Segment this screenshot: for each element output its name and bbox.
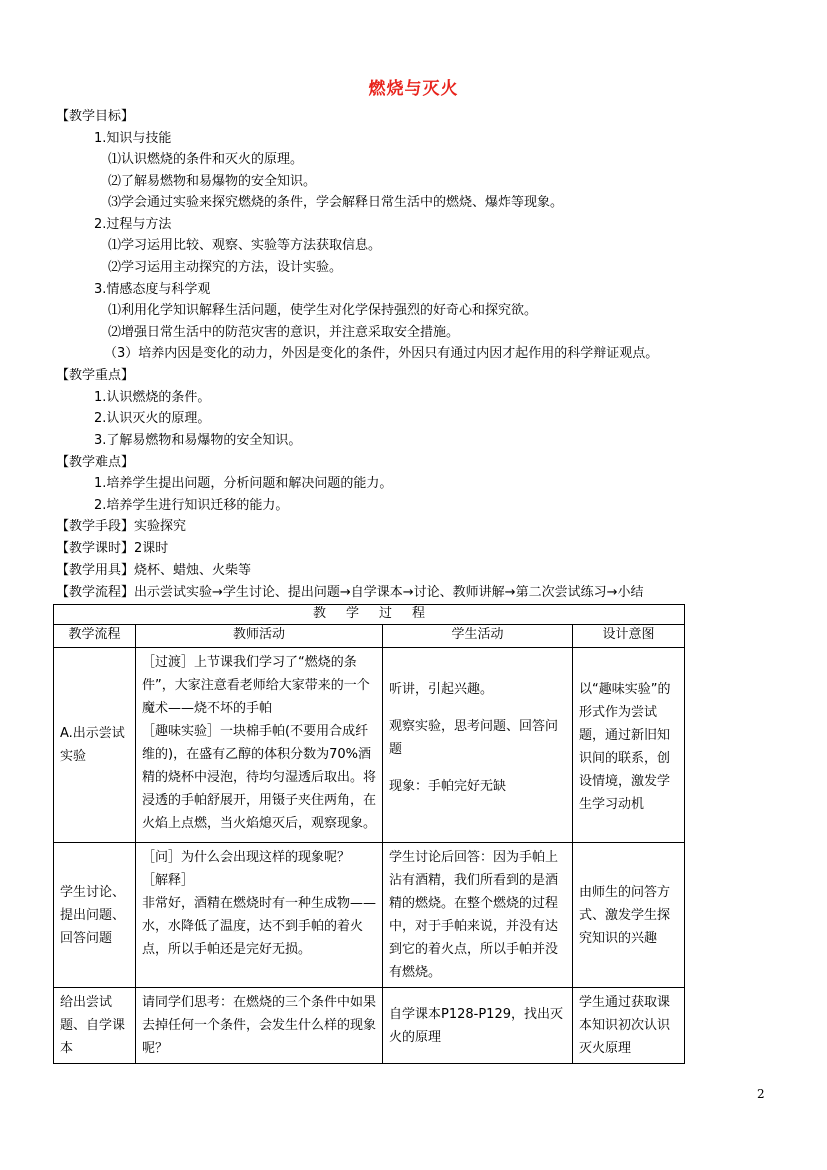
teaching-process-table [53, 604, 685, 1064]
header-student: 学生活动 [383, 625, 573, 648]
table-row [54, 648, 685, 843]
student-cell: 学生讨论后回答：因为手帕上沾有酒精，我们所看到的是酒精的燃烧。在整个燃烧的过程中，对于手帕来说，并没有达到它的着火点，所以手帕并没有燃烧。 [383, 843, 573, 988]
teacher-cell [136, 843, 383, 988]
table-caption-row [54, 605, 685, 625]
table-caption: 教学过程 [54, 605, 685, 625]
objective-item: ⑵了解易燃物和易爆物的安全知识。 [108, 174, 317, 189]
key-point-item: 3.了解易燃物和易爆物的安全知识。 [94, 433, 302, 448]
intent-cell [573, 648, 685, 843]
teaching-tools: 【教学用具】烧杯、蜡烛、火柴等 [56, 563, 252, 578]
document-title: 燃烧与灭火 [368, 79, 459, 99]
teaching-flow: 【教学流程】出示尝试实验→学生讨论、提出问题→自学课本→讨论、教师讲解→第二次尝试练习→小结 [56, 585, 644, 600]
intent-text: 以“趣味实验”的形式作为尝试题，通过新旧知识间的联系，创设情境，激发学生学习动机 [579, 682, 671, 812]
difficulty-item: 2.培养学生进行知识迁移的能力。 [94, 498, 289, 513]
teacher-cell: 请同学们思考：在燃烧的三个条件中如果去掉任何一个条件，会发生什么样的现象呢？ [136, 988, 383, 1064]
header-teacher: 教师活动 [136, 625, 383, 648]
stage-cell: 学生讨论、提出问题、回答问题 [54, 843, 136, 988]
objective-item: ⑴认识燃烧的条件和灭火的原理。 [108, 152, 304, 167]
page-number: 2 [757, 1087, 765, 1101]
intent-cell: 由师生的问答方式、激发学生探究知识的兴趣 [573, 843, 685, 988]
student-text: 现象：手帕完好无缺 [389, 779, 507, 794]
objective-section-process: 2.过程与方法 [94, 217, 172, 232]
teacher-text: ［解释］ [142, 873, 195, 888]
difficulty-item: 1.培养学生提出问题，分析问题和解决问题的能力。 [94, 476, 393, 491]
objective-item: （3）培养内因是变化的动力，外因是变化的条件，外因只有通过内因才起作用的科学辩证观点。 [104, 346, 659, 361]
key-points-heading: 【教学重点】 [56, 368, 135, 383]
teacher-text: ［趣味实验］一块棉手帕(不要用合成纤维的)，在盛有乙醇的体积分数为70%酒精的烧杯中浸泡，待均匀湿透后取出。将浸透的手帕舒展开，用镊子夹住两角，在火焰上点燃，当火焰熄灭后，观察现象。 [142, 724, 377, 831]
teaching-means: 【教学手段】实验探究 [56, 519, 187, 534]
teacher-text: 非常好，酒精在燃烧时有一种生成物——水，水降低了温度，达不到手帕的着火点，所以手帕还是完好无损。 [142, 896, 377, 957]
header-intent: 设计意图 [573, 625, 685, 648]
key-point-item: 2.认识灭火的原理。 [94, 411, 211, 426]
objective-item: ⑵学习运用主动探究的方法，设计实验。 [108, 260, 343, 275]
objective-item: ⑴利用化学知识解释生活问题，使学生对化学保持强烈的好奇心和探究欲。 [108, 303, 538, 318]
table-row [54, 988, 685, 1064]
stage-cell: A.出示尝试实验 [54, 648, 136, 843]
table-header-row [54, 625, 685, 648]
stage-cell: 给出尝试题、自学课本 [54, 988, 136, 1064]
student-text: 听讲，引起兴趣。 [389, 682, 494, 697]
teaching-hours: 【教学课时】2课时 [56, 541, 169, 556]
table-row [54, 843, 685, 988]
intent-cell: 学生通过获取课本知识初次认识灭火原理 [573, 988, 685, 1064]
objective-item: ⑶学会通过实验来探究燃烧的条件，学会解释日常生活中的燃烧、爆炸等现象。 [108, 195, 564, 210]
objective-item: ⑵增强日常生活中的防范灾害的意识，并注意采取安全措施。 [108, 325, 460, 340]
difficulties-heading: 【教学难点】 [56, 455, 135, 470]
objective-item: ⑴学习运用比较、观察、实验等方法获取信息。 [108, 238, 382, 253]
objective-section-attitude: 3.情感态度与科学观 [94, 282, 211, 297]
student-cell: 自学课本P128-P129，找出灭火的原理 [383, 988, 573, 1064]
header-stage: 教学流程 [54, 625, 136, 648]
objectives-heading: 【教学目标】 [56, 109, 135, 124]
teacher-cell [136, 648, 383, 843]
key-point-item: 1.认识燃烧的条件。 [94, 390, 211, 405]
objective-section-knowledge: 1.知识与技能 [94, 131, 172, 146]
student-cell [383, 648, 573, 843]
teacher-text: ［问］为什么会出现这样的现象呢？ [142, 850, 351, 865]
student-text: 观察实验，思考问题、回答问题 [389, 719, 559, 757]
teacher-text: ［过渡］上节课我们学习了“燃烧的条件”，大家注意看老师给大家带来的一个魔术——烧不坏的手帕 [142, 655, 370, 716]
